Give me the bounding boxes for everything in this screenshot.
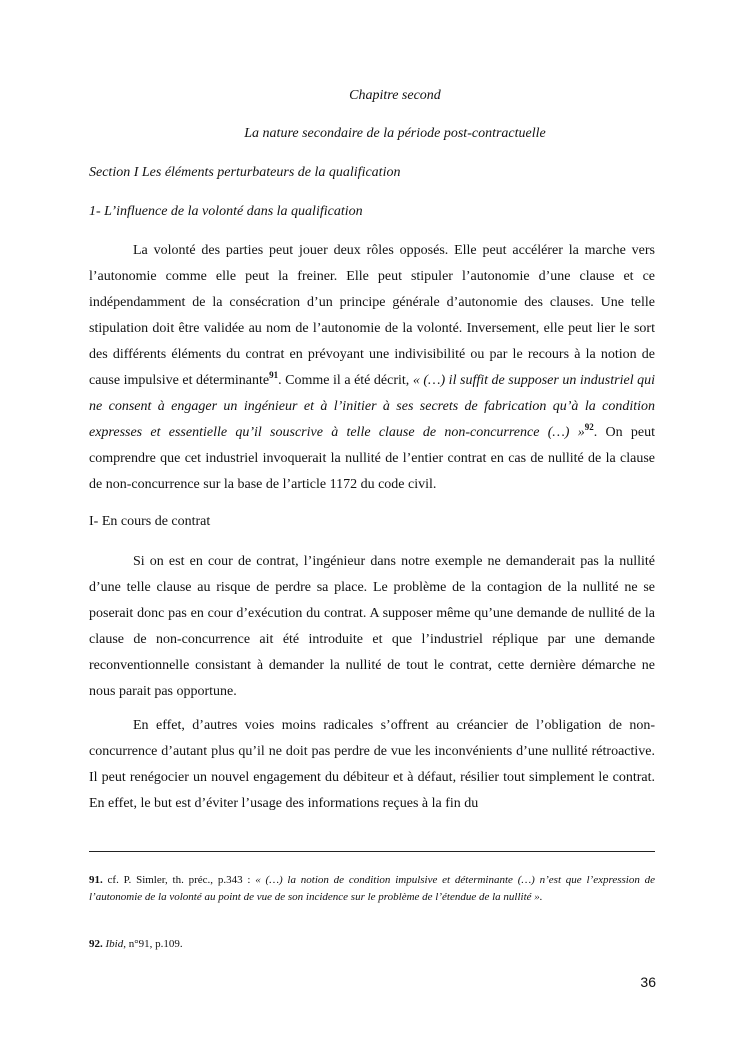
footnote-91 bbox=[89, 872, 655, 906]
paragraph-1-quote: « (…) il suffit de supposer un industriel qui ne consent à engager un ingénieur et à l’initier à ses secrets de fabrication qu’à la condition expresses et essentielle qu’il souscrive à telle clause de non-concurrence (…) » bbox=[89, 373, 656, 440]
section-title: Section I Les éléments perturbateurs de la qualification bbox=[89, 165, 401, 180]
page-number: 36 bbox=[640, 974, 656, 990]
chapter-title: Chapitre second bbox=[349, 88, 441, 103]
footnote-92 bbox=[89, 936, 655, 953]
paragraph-1 bbox=[89, 238, 655, 498]
paragraph-1-text-c: . On peut comprendre que cet industriel invoquerait la nullité de l’entier contrat en cas de nullité de la clause de non-concurrence sur la base de l’article 1172 du code civil. bbox=[89, 425, 655, 492]
footnote-91-quote: « (…) la notion de condition impulsive et déterminante (…) n’est que l’expression de l’autonomie de la volonté au point de vue de son incidence sur le problème de l’étendue de la nullité ». bbox=[89, 874, 656, 903]
footnote-92-text: , n°91, p.109. bbox=[123, 938, 183, 950]
footnote-ref-91[interactable]: 91 bbox=[269, 370, 279, 380]
footnote-ref-92[interactable]: 92 bbox=[584, 422, 594, 432]
paragraph-1-text-b: . Comme il a été décrit, bbox=[278, 373, 413, 388]
footnote-91-number: 91. bbox=[89, 874, 103, 886]
paragraph-3: En effet, d’autres voies moins radicales s’offrent au créancier de l’obligation de non-concurrence d’autant plus qu’il ne doit pas perdre de vue les inconvénients d’une nullité rétroactive. Il peut renégocier un nouvel engagement du débiteur et à défaut, résilier tout simplement le contrat. En effet, le but est d’éviter l’usage des informations reçues à la fin du bbox=[89, 718, 655, 811]
footnote-92-number: 92. bbox=[89, 938, 103, 950]
footnote-91-text: cf. P. Simler, th. préc., p.343 : bbox=[102, 874, 256, 886]
footnote-separator bbox=[89, 851, 655, 852]
footnote-92-ibid: Ibid bbox=[105, 938, 124, 950]
chapter-subtitle: La nature secondaire de la période post-contractuelle bbox=[244, 126, 546, 141]
subsection-title: 1- L’influence de la volonté dans la qualification bbox=[89, 204, 363, 219]
heading-in-contract: I- En cours de contrat bbox=[89, 514, 211, 529]
paragraph-2: Si on est en cour de contrat, l’ingénieur dans notre exemple ne demanderait pas la nullité d’une telle clause au risque de perdre sa place. Le problème de la contagion de la nullité ne se poserait donc pas en cour d’exécution du contrat. A supposer même qu’une demande de nullité de la clause de non-concurrence ait été introduite et que l’industriel réplique par une demande reconventionnelle consistant à demander la nullité de tout le contrat, cette dernière démarche ne nous parait pas opportune. bbox=[89, 554, 655, 699]
paragraph-1-text-a: La volonté des parties peut jouer deux rôles opposés. Elle peut accélérer la marche vers l’autonomie comme elle peut la freiner. Elle peut stipuler l’autonomie d’une clause et ce indépendamment de la consécration d’un principe générale d’autonomie des clauses. Une telle stipulation doit être validée au nom de l’autonomie de la volonté. Inversement, elle peut lier le sort des différents éléments du contrat en prévoyant une indivisibilité ou par le recours à la notion de cause impulsive et déterminante bbox=[89, 243, 655, 388]
